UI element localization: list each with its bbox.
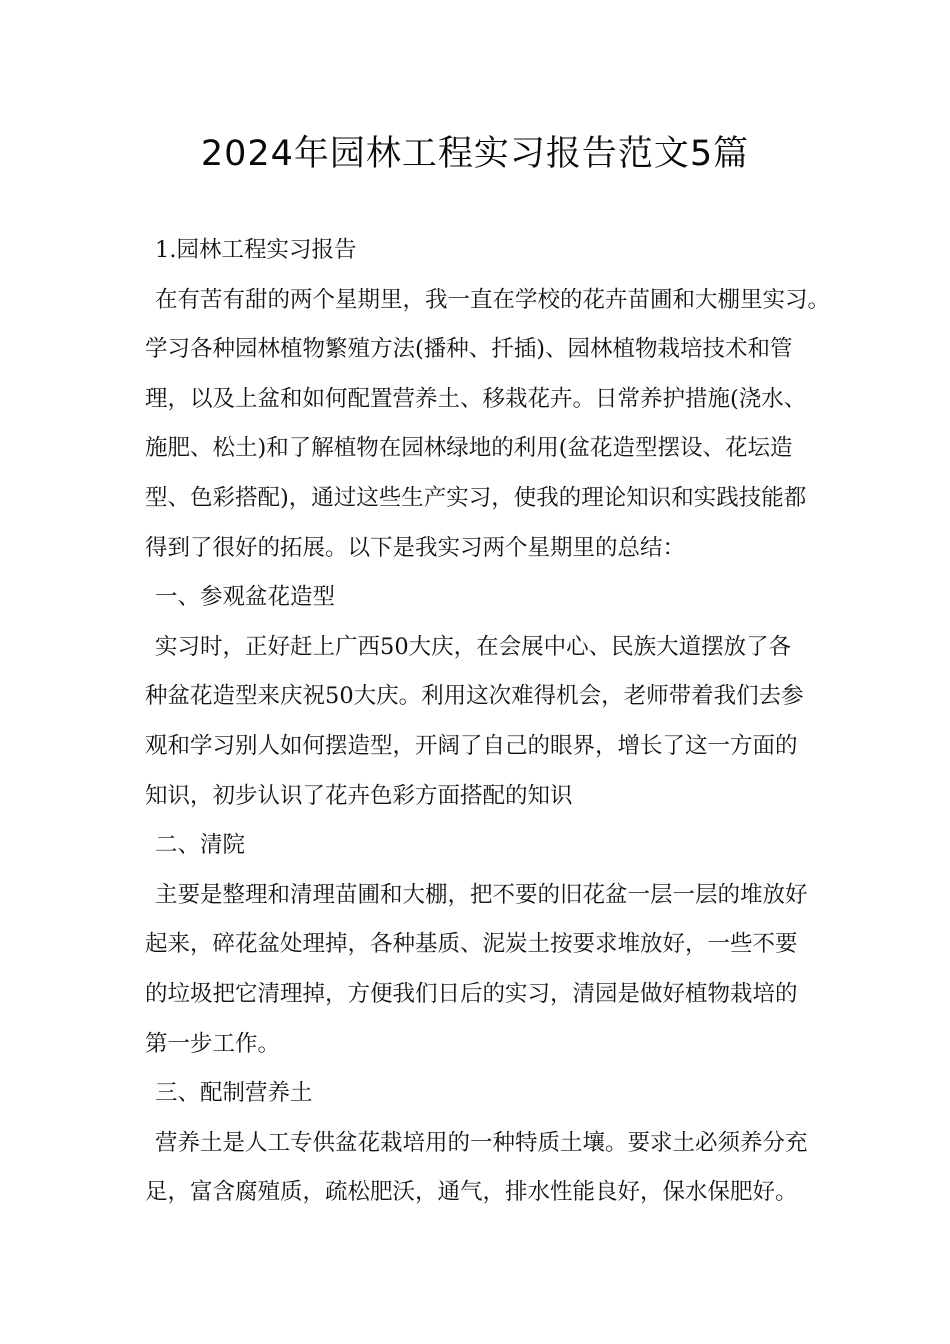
section-heading: 三、配制营养土	[155, 1080, 313, 1107]
paragraph-line: 第一步工作。	[145, 1030, 281, 1057]
paragraph-line: 理，以及上盆和如何配置营养土、移栽花卉。日常养护措施(浇水、	[145, 385, 807, 412]
paragraph-line: 施肥、松土)和了解植物在园林绿地的利用(盆花造型摆设、花坛造	[145, 435, 793, 462]
paragraph-line: 型、色彩搭配)，通过这些生产实习，使我的理论知识和实践技能都	[145, 484, 807, 511]
paragraph-line: 在有苦有甜的两个星期里，我一直在学校的花卉苗圃和大棚里实习。	[155, 286, 831, 313]
section-heading: 一、参观盆花造型	[155, 584, 336, 611]
section-heading: 二、清院	[155, 832, 246, 859]
section-heading: 1.园林工程实习报告	[155, 237, 357, 263]
paragraph-line: 足，富含腐殖质，疏松肥沃，通气，排水性能良好，保水保肥好。	[145, 1179, 798, 1206]
paragraph-line: 知识，初步认识了花卉色彩方面搭配的知识	[145, 782, 573, 809]
document-body	[145, 226, 831, 1218]
document-title: 2024年园林工程实习报告范文5篇	[200, 134, 750, 174]
paragraph-line: 实习时，正好赶上广西50大庆，在会展中心、民族大道摆放了各	[155, 633, 792, 660]
paragraph-line: 种盆花造型来庆祝50大庆。利用这次难得机会，老师带着我们去参	[145, 683, 804, 710]
paragraph-line: 的垃圾把它清理掉，方便我们日后的实习，清园是做好植物栽培的	[145, 980, 798, 1007]
paragraph-line: 营养土是人工专供盆花栽培用的一种特质土壤。要求土必须养分充	[155, 1129, 808, 1156]
paragraph-line: 观和学习别人如何摆造型，开阔了自己的眼界，增长了这一方面的	[145, 732, 798, 759]
paragraph-line: 学习各种园林植物繁殖方法(播种、扦插)、园林植物栽培技术和管	[145, 336, 793, 363]
paragraph-line: 主要是整理和清理苗圃和大棚，把不要的旧花盆一层一层的堆放好	[155, 881, 808, 908]
paragraph-line: 得到了很好的拓展。以下是我实习两个星期里的总结：	[145, 534, 686, 561]
paragraph-line: 起来，碎花盆处理掉，各种基质、泥炭土按要求堆放好，一些不要	[145, 931, 798, 958]
